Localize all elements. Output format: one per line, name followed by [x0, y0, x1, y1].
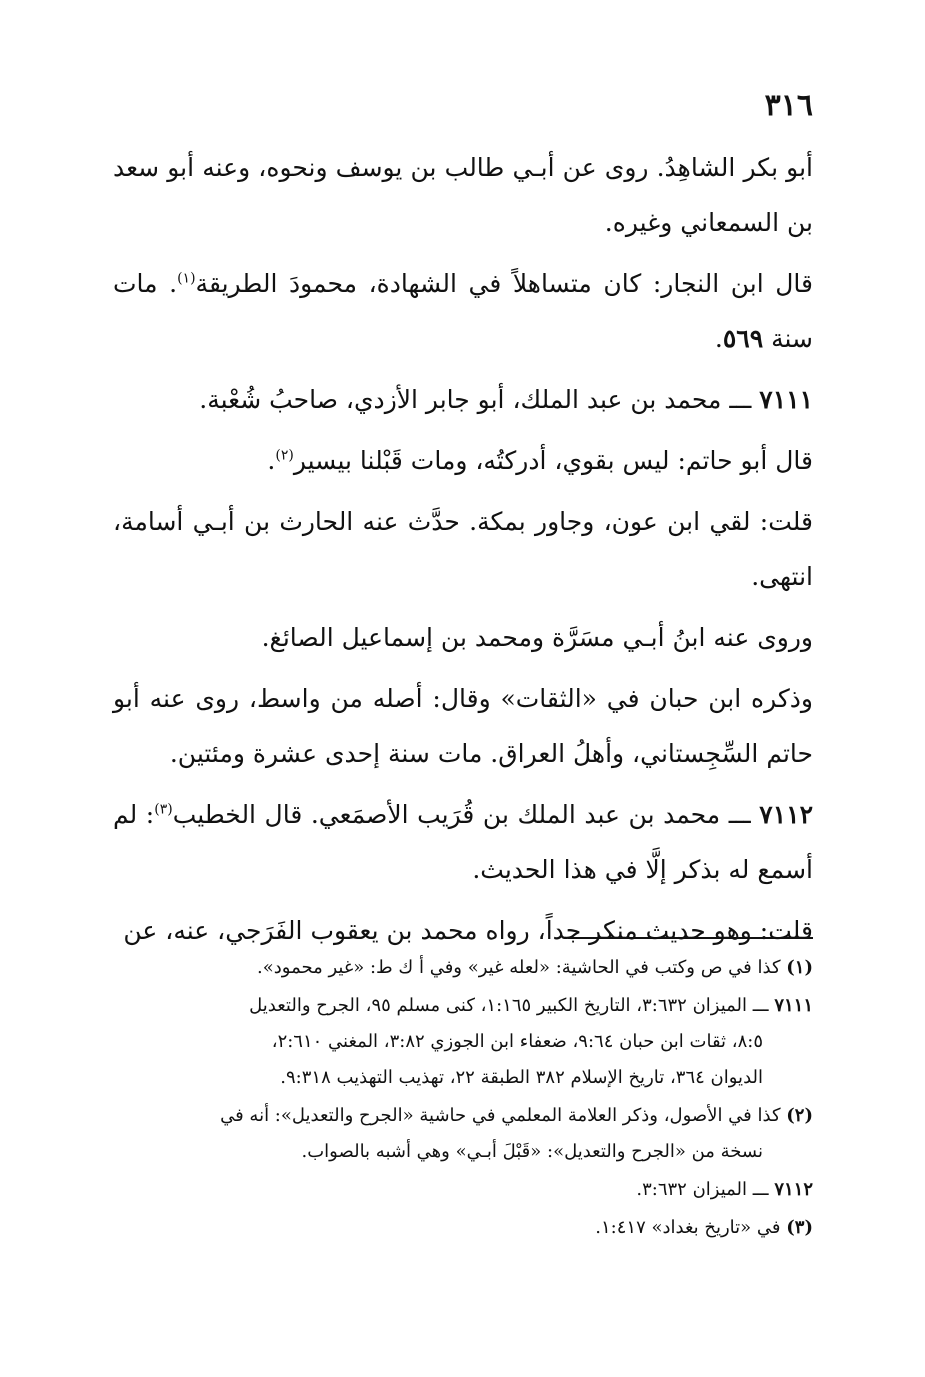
sources-7112-text: ـــ الميزان ٣:٦٣٢.: [636, 1179, 769, 1200]
entry-7111-number: ٧١١١: [759, 385, 813, 414]
footnote-3-number: (٣): [786, 1217, 813, 1238]
footnote-ref-3: (٣): [154, 801, 173, 818]
entry-7112-tail: : لم أسمع له بذكر إلَّا في هذا الحديث.: [113, 800, 813, 884]
paragraph-1: أبو بكر الشاهِدُ. روى عن أبـي طالب بن يوسف ونحوه، وعنه أبو سعد بن السمعاني وغيره.: [113, 153, 813, 237]
paragraph-3: [113, 433, 813, 488]
paragraph-2: [113, 256, 813, 366]
footnotes: [113, 950, 813, 1248]
footnote-2-line-2: نسخة من «الجرح والتعديل»: «قَبْلَ أبـي» وهي أشبه بالصواب.: [301, 1141, 763, 1162]
sources-7111-line-3: الديوان ٣٦٤، تاريخ الإسلام ٣٨٢ الطبقة ٢٢، تهذيب التهذيب ٩:٣١٨.: [280, 1067, 763, 1088]
death-year: ٥٦٩: [722, 324, 764, 353]
sources-7112-number: ٧١١٢: [774, 1179, 813, 1200]
footnote-2-line-1: كذا في الأصول، وذكر العلامة المعلمي في حاشية «الجرح والتعديل»: أنه في: [220, 1105, 781, 1126]
page-number: ٣١٦: [764, 88, 813, 123]
sources-7111: [113, 988, 813, 1096]
main-text: [113, 140, 813, 964]
footnote-2-number: (٢): [786, 1105, 813, 1126]
sources-7111-number: ٧١١١: [774, 995, 813, 1016]
paragraph-4: قلت: لقي ابن عون، وجاور بمكة. حدَّث عنه الحارث بن أبـي أسامة، انتهى.: [113, 507, 813, 591]
footnote-ref-1: (١): [177, 270, 196, 287]
entry-7111: [113, 372, 813, 427]
footnote-divider: [568, 937, 813, 939]
paragraph-3-tail: .: [267, 446, 276, 475]
entry-7111-text: ـــ محمد بن عبد الملك، أبو جابر الأزدي، صاحبُ شُعْبة.: [199, 385, 752, 414]
paragraph-7: قلت: وهو حديث منكر جداً، رواه محمد بن يعقوب الفَرَجي، عنه، عن: [123, 916, 813, 945]
paragraph-2-tail: . مات سنة: [113, 269, 813, 353]
entry-7112-number: ٧١١٢: [759, 800, 813, 829]
footnote-1: [113, 950, 813, 986]
entry-7112: [113, 787, 813, 897]
footnote-2: [113, 1098, 813, 1170]
sources-7111-line-2: ٨:٥، ثقات ابن حبان ٩:٦٤، ضعفاء ابن الجوزي ٣:٨٢، المغني ٢:٦١٠،: [271, 1031, 763, 1052]
paragraph-6: وذكره ابن حبان في «الثقات» وقال: أصله من واسط، روى عنه أبو حاتم السِّجِستاني، وأهلُ العراق. مات سنة إحدى عشرة ومئتين.: [113, 684, 813, 768]
paragraph-5: وروى عنه ابنُ أبـي مسَرَّة ومحمد بن إسماعيل الصائغ.: [261, 623, 813, 652]
footnote-1-number: (١): [786, 957, 813, 978]
footnote-3: [113, 1210, 813, 1246]
sources-7112: [113, 1172, 813, 1208]
footnote-1-text: كذا في ص وكتب في الحاشية: «لعله غير» وفي أ ك ط: «غير محمود».: [257, 957, 781, 978]
entry-7112-text: ـــ محمد بن عبد الملك بن قُرَيب الأصمَعي. قال الخطيب: [172, 800, 751, 829]
footnote-3-text: في «تاريخ بغداد» ١:٤١٧.: [595, 1217, 781, 1238]
sources-7111-line-1: ـــ الميزان ٣:٦٣٢، التاريخ الكبير ١:١٦٥، كنى مسلم ٩٥، الجرح والتعديل: [249, 995, 769, 1016]
paragraph-3-text: قال أبو حاتم: ليس بقوي، أدركتُه، ومات قَبْلنا بيسير: [293, 446, 813, 475]
paragraph-2-end: .: [714, 324, 723, 353]
footnote-ref-2: (٢): [275, 447, 294, 464]
paragraph-2-text: قال ابن النجار: كان متساهلاً في الشهادة، محمودَ الطريقة: [195, 269, 814, 298]
